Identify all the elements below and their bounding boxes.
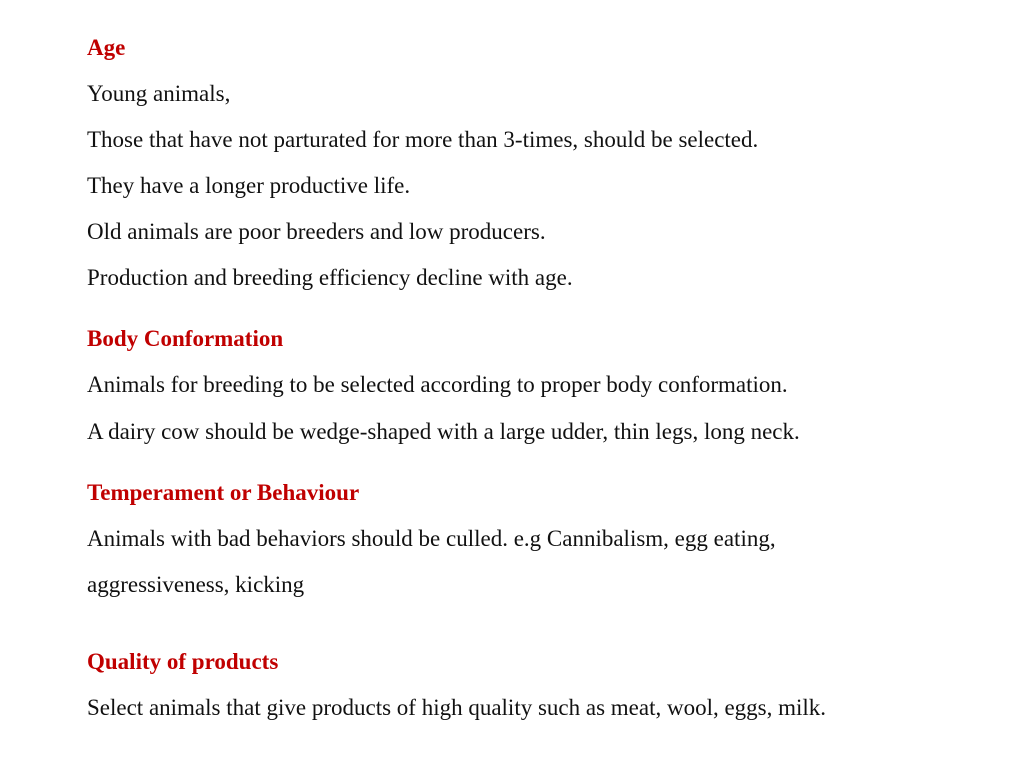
age-line-5: Production and breeding efficiency decline with age. — [87, 265, 573, 290]
section-heading-quality-of-products: Quality of products — [87, 649, 279, 674]
temperament-line-1: Animals with bad behaviors should be culled. e.g Cannibalism, egg eating, — [87, 526, 776, 551]
age-line-1: Young animals, — [87, 81, 231, 106]
quality-line-1: Select animals that give products of high quality such as meat, wool, eggs, milk. — [87, 695, 827, 720]
age-line-3: They have a longer productive life. — [87, 173, 411, 198]
section-heading-temperament: Temperament or Behaviour — [87, 480, 360, 505]
age-line-4: Old animals are poor breeders and low producers. — [87, 219, 546, 244]
body-conformation-line-1: Animals for breeding to be selected according to proper body conformation. — [87, 372, 788, 397]
section-heading-body-conformation: Body Conformation — [87, 326, 284, 351]
body-conformation-line-2: A dairy cow should be wedge-shaped with a large udder, thin legs, long neck. — [87, 419, 800, 444]
age-line-2: Those that have not parturated for more than 3-times, should be selected. — [87, 127, 759, 152]
section-heading-age: Age — [87, 35, 126, 60]
temperament-line-2: aggressiveness, kicking — [87, 572, 305, 597]
